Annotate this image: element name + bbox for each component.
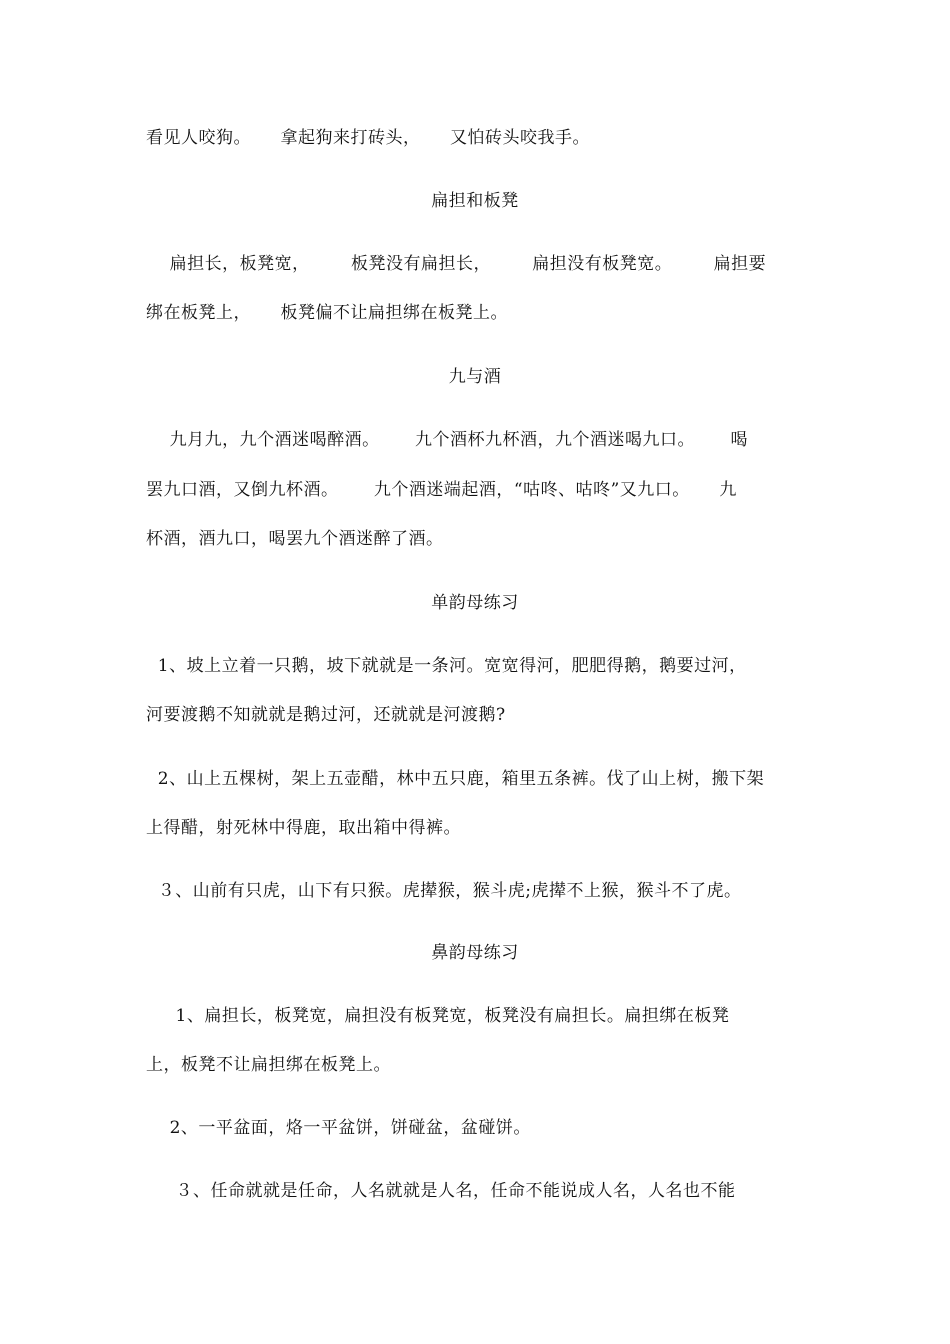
- section3-item1-line-2: 河要渡鹅不知就就是鹅过河，还就就是河渡鹅?: [146, 705, 506, 725]
- section-title-bian-dan: 扁担和板凳: [431, 191, 519, 211]
- section4-item1-line-1: 1、扁担长，板凳宽，扁担没有板凳宽，板凳没有扁担长。扁担绑在板凳: [146, 1006, 730, 1026]
- section4-item3-line-1: ３、任命就就是任命，人名就就是人名，任命不能说成人名，人名也不能: [146, 1181, 736, 1201]
- section3-item2-line-1: 2、山上五棵树，架上五壶醋，林中五只鹿，箱里五条裤。伐了山上树，搬下架: [146, 769, 765, 789]
- section1-line-1: 扁担长，板凳宽， 板凳没有扁担长， 扁担没有板凳宽。 扁担要: [146, 254, 767, 274]
- section-title-dan-yun-mu: 单韵母练习: [431, 593, 519, 613]
- section4-item2-line-1: 2、一平盆面，烙一平盆饼，饼碰盆，盆碰饼。: [146, 1118, 531, 1138]
- section3-item1-line-1: 1、坡上立着一只鹅，坡下就就是一条河。宽宽得河，肥肥得鹅，鹅要过河，: [146, 656, 747, 676]
- section4-item1-line-2: 上，板凳不让扁担绑在板凳上。: [146, 1055, 391, 1075]
- section2-line-2: 罢九口酒，又倒九杯酒。 九个酒迷端起酒，“咕咚、咕咚”又九口。 九: [146, 480, 737, 500]
- section-title-bi-yun-mu: 鼻韵母练习: [431, 943, 519, 963]
- section1-line-2: 绑在板凳上， 板凳偏不让扁担绑在板凳上。: [146, 303, 509, 323]
- intro-line-1: 看见人咬狗。 拿起狗来打砖头， 又怕砖头咬我手。: [146, 128, 591, 148]
- section2-line-1: 九月九，九个酒迷喝醉酒。 九个酒杯九杯酒，九个酒迷喝九口。 喝: [146, 430, 748, 450]
- section2-line-3: 杯酒，酒九口，喝罢九个酒迷醉了酒。: [146, 529, 444, 549]
- section3-item3-line-1: ３、山前有只虎，山下有只猴。虎撵猴，猴斗虎;虎撵不上猴，猴斗不了虎。: [146, 881, 742, 901]
- section-title-jiu-yu-jiu: 九与酒: [448, 367, 502, 387]
- section3-item2-line-2: 上得醋，射死林中得鹿，取出箱中得裤。: [146, 818, 461, 838]
